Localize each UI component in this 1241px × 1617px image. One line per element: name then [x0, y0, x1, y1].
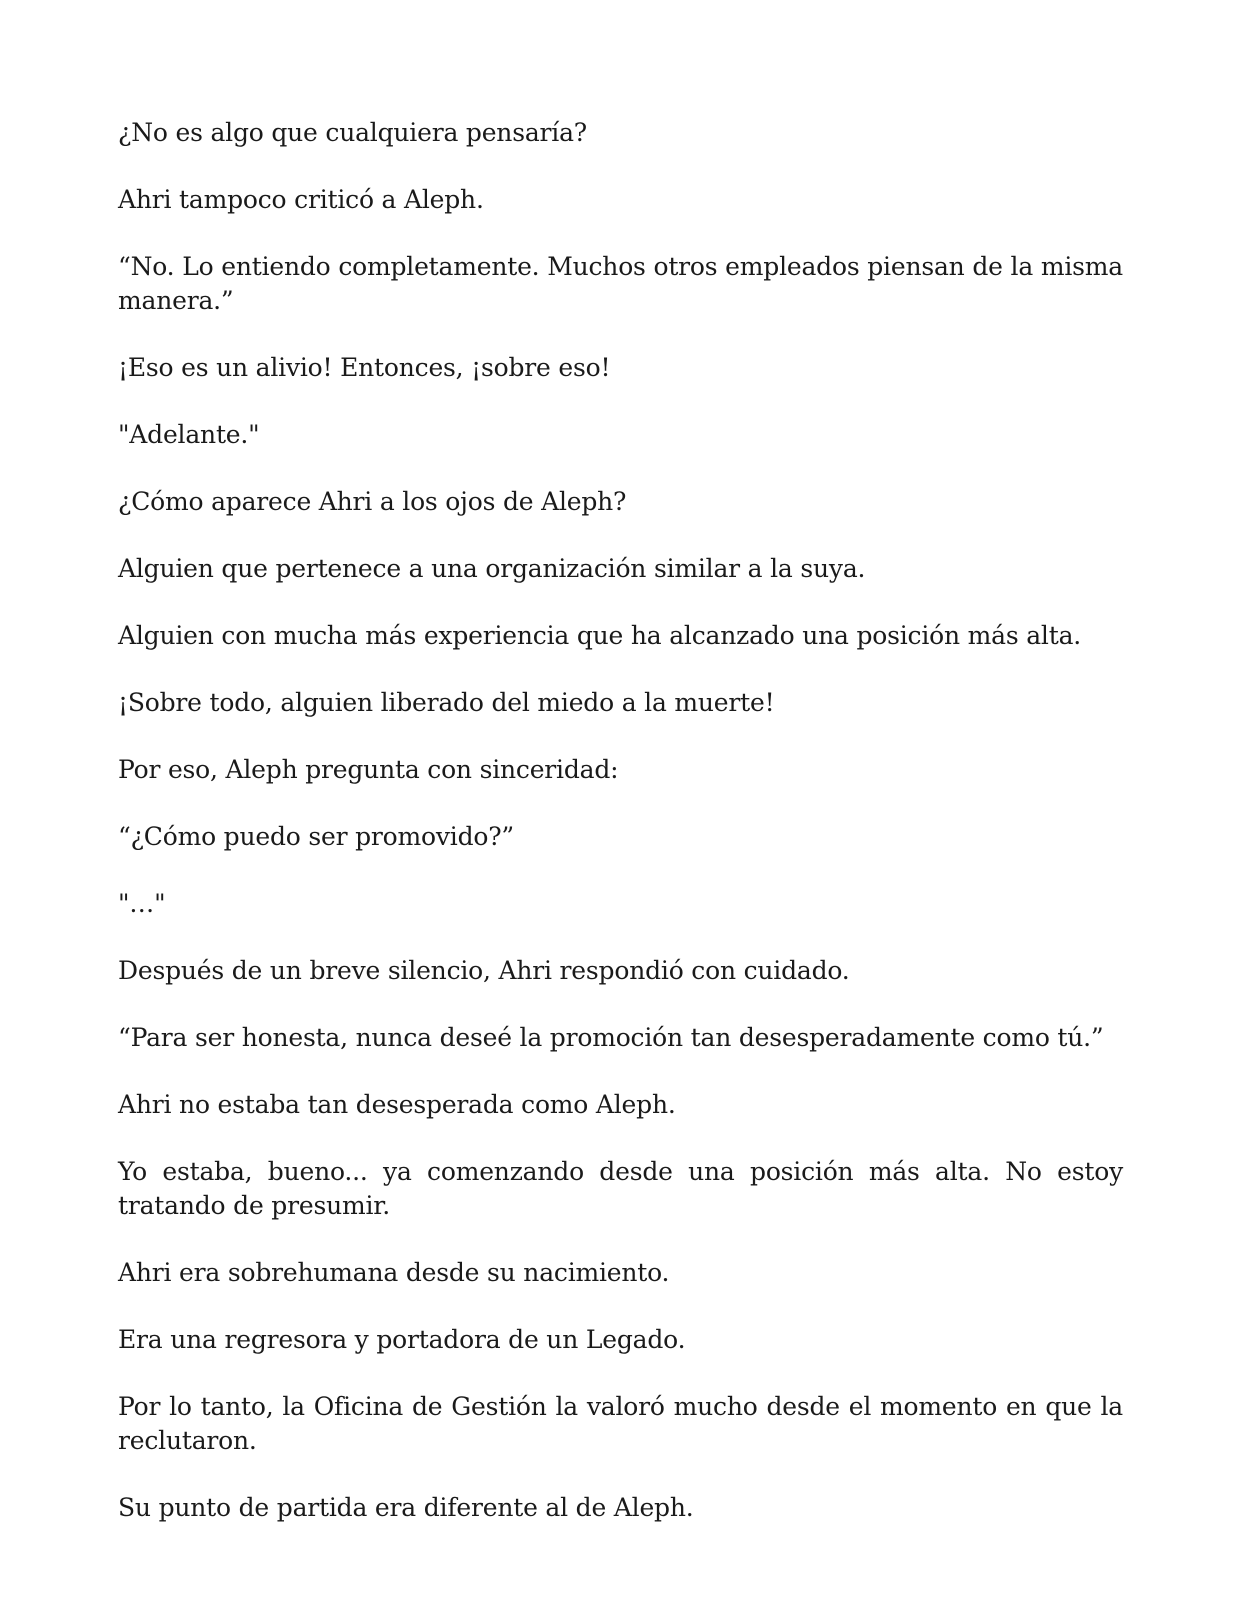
paragraph: ¿Cómo aparece Ahri a los ojos de Aleph?	[118, 487, 627, 516]
paragraph: ¡Sobre todo, alguien liberado del miedo a la muerte!	[118, 688, 775, 717]
paragraph: "Adelante."	[118, 420, 260, 449]
paragraph: “Para ser honesta, nunca deseé la promoción tan desesperadamente como tú.”	[118, 1023, 1104, 1052]
paragraph: "…"	[118, 889, 166, 918]
paragraph: Ahri tampoco criticó a Aleph.	[118, 185, 484, 214]
paragraph: Era una regresora y portadora de un Legado.	[118, 1325, 686, 1354]
paragraph: ¿No es algo que cualquiera pensaría?	[118, 118, 587, 147]
paragraph: “¿Cómo puedo ser promovido?”	[118, 822, 515, 851]
paragraph: Ahri era sobrehumana desde su nacimiento.	[118, 1258, 670, 1287]
paragraph: “No. Lo entiendo completamente. Muchos otros empleados piensan de la misma manera.”	[118, 252, 1123, 315]
document-body	[118, 116, 1123, 1558]
paragraph: Alguien con mucha más experiencia que ha alcanzado una posición más alta.	[118, 621, 1082, 650]
paragraph: Por lo tanto, la Oficina de Gestión la valoró mucho desde el momento en que la reclutaron.	[118, 1392, 1123, 1455]
paragraph: Alguien que pertenece a una organización similar a la suya.	[118, 554, 866, 583]
paragraph: Por eso, Aleph pregunta con sinceridad:	[118, 755, 619, 784]
paragraph: Después de un breve silencio, Ahri respondió con cuidado.	[118, 956, 850, 985]
paragraph: Yo estaba, bueno... ya comenzando desde una posición más alta. No estoy tratando de presumir.	[118, 1157, 1123, 1220]
paragraph: Su punto de partida era diferente al de Aleph.	[118, 1493, 694, 1522]
paragraph: Ahri no estaba tan desesperada como Aleph.	[118, 1090, 676, 1119]
paragraph: ¡Eso es un alivio! Entonces, ¡sobre eso!	[118, 353, 611, 382]
